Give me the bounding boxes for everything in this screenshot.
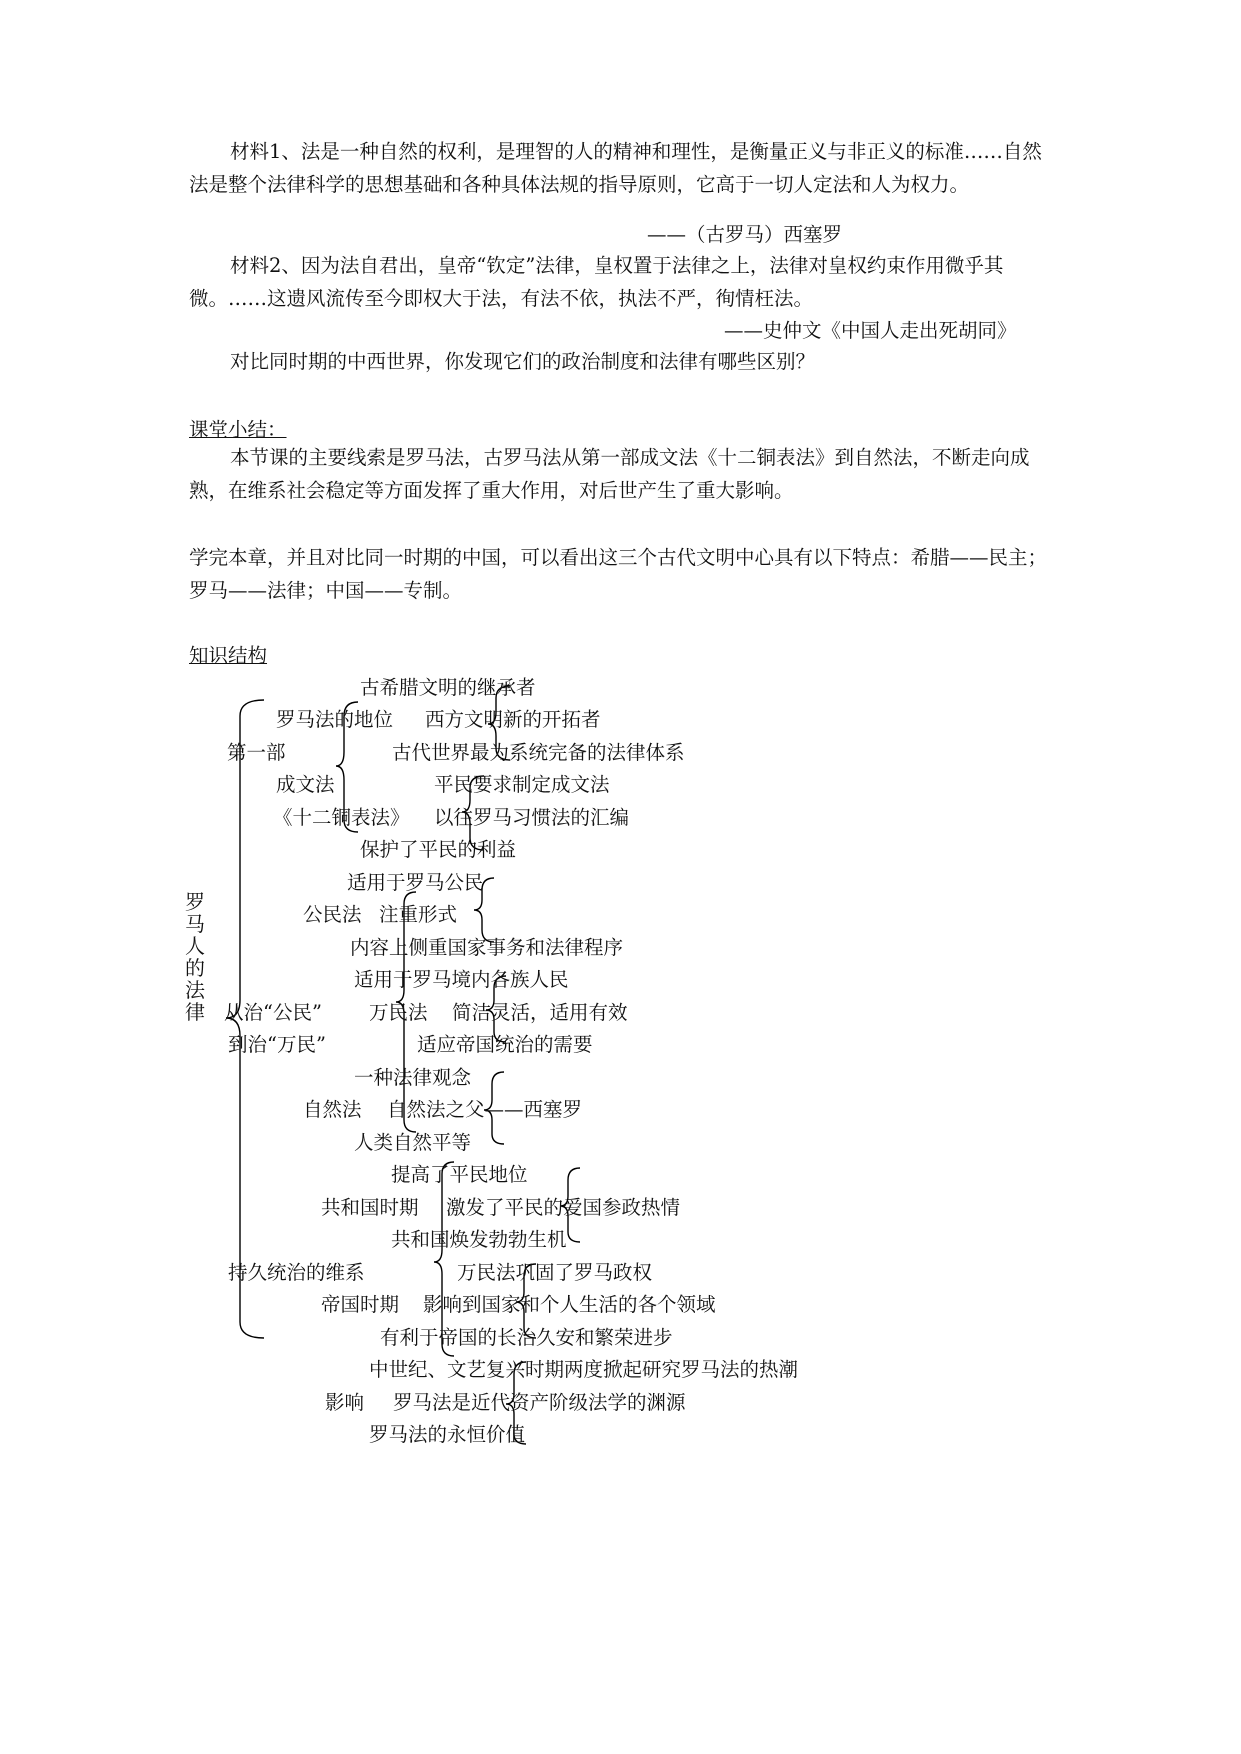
republic-item: 激发了平民的爱国参政热情 [446, 1196, 681, 1219]
nations-law-item: 适应帝国统治的需要 [417, 1033, 593, 1056]
first-law-item: 保护了平民的利益 [360, 838, 517, 861]
empire-item: 有利于帝国的长治久安和繁荣进步 [380, 1326, 673, 1349]
summary-heading: 课堂小结： [189, 418, 287, 441]
natural-law-item: 自然法之父——西塞罗 [387, 1098, 583, 1121]
first-law-label: 《十二铜表法》 [273, 806, 410, 829]
civil-law-item: 适用于罗马公民 [347, 871, 484, 894]
first-law-status-item: 古希腊文明的继承者 [360, 676, 536, 699]
first-law-status-item: 古代世界最为系统完备的法律体系 [392, 741, 685, 764]
civil-law-item: 内容上侧重国家事务和法律程序 [350, 936, 624, 959]
republic-item: 共和国焕发勃勃生机 [391, 1228, 567, 1251]
civil-to-nations-label: 从治“公民” [224, 1001, 322, 1024]
influence-label: 影响 [325, 1391, 365, 1414]
empire-label: 帝国时期 [321, 1293, 400, 1316]
republic-item: 提高了平民地位 [391, 1163, 528, 1186]
civil-law-item: 注重形式 [379, 903, 458, 926]
first-law-label: 成文法 [276, 773, 335, 796]
material-2-text: 材料2、因为法自君出，皇帝“钦定”法律，皇权置于法律之上，法律对皇权约束作用微乎其微。……这遗风流传至今即权大于法，有法不依，执法不严，徇情枉法。 [189, 254, 1004, 310]
natural-law-label: 自然法 [303, 1098, 362, 1121]
comparison-question: 对比同时期的中西世界，你发现它们的政治制度和法律有哪些区别？ [230, 350, 816, 373]
nations-law-item: 简洁灵活，适用有效 [452, 1001, 628, 1024]
summary-conclusion: 学完本章，并且对比同一时期的中国，可以看出这三个古代文明中心具有以下特点：希腊——民主；罗马——法律；中国——专制。 [189, 546, 1048, 602]
material-1-source: ——（古罗马）西塞罗 [647, 223, 843, 246]
republic-label: 共和国时期 [321, 1196, 419, 1219]
first-law-item: 以往罗马习惯法的汇编 [434, 806, 630, 829]
empire-item: 影响到国家和个人生活的各个领域 [423, 1293, 716, 1316]
lasting-rule-label: 持久统治的维系 [228, 1261, 365, 1284]
material-2-source: ——史仲文《中国人走出死胡同》 [724, 319, 1017, 342]
first-law-label: 第一部 [227, 741, 286, 764]
nations-law-item: 适用于罗马境内各族人民 [354, 968, 569, 991]
nations-law-label: 万民法 [369, 1001, 428, 1024]
material-1-text: 材料1、法是一种自然的权利，是理智的人的精神和理性，是衡量正义与非正义的标准……自然法是整个法律科学的思想基础和各种具体法规的指导原则，它高于一切人定法和人为权力。 [189, 140, 1042, 196]
structure-root-title: 罗马人的法律 [185, 890, 205, 1024]
structure-heading: 知识结构 [189, 644, 268, 667]
summary-text: 本节课的主要线索是罗马法，古罗马法从第一部成文法《十二铜表法》到自然法，不断走向成熟，在维系社会稳定等方面发挥了重大作用，对后世产生了重大影响。 [189, 446, 1030, 502]
influence-item: 罗马法是近代资产阶级法学的渊源 [393, 1391, 686, 1414]
first-law-status-label: 罗马法的地位 [276, 708, 394, 731]
natural-law-item: 人类自然平等 [354, 1131, 472, 1154]
civil-to-nations-label: 到治“万民” [228, 1033, 326, 1056]
influence-item: 罗马法的永恒价值 [369, 1423, 526, 1446]
natural-law-item: 一种法律观念 [354, 1066, 472, 1089]
first-law-item: 平民要求制定成文法 [434, 773, 610, 796]
civil-law-label: 公民法 [303, 903, 362, 926]
influence-item: 中世纪、文艺复兴时期两度掀起研究罗马法的热潮 [369, 1358, 799, 1381]
empire-item: 万民法巩固了罗马政权 [457, 1261, 653, 1284]
first-law-status-item: 西方文明新的开拓者 [425, 708, 601, 731]
